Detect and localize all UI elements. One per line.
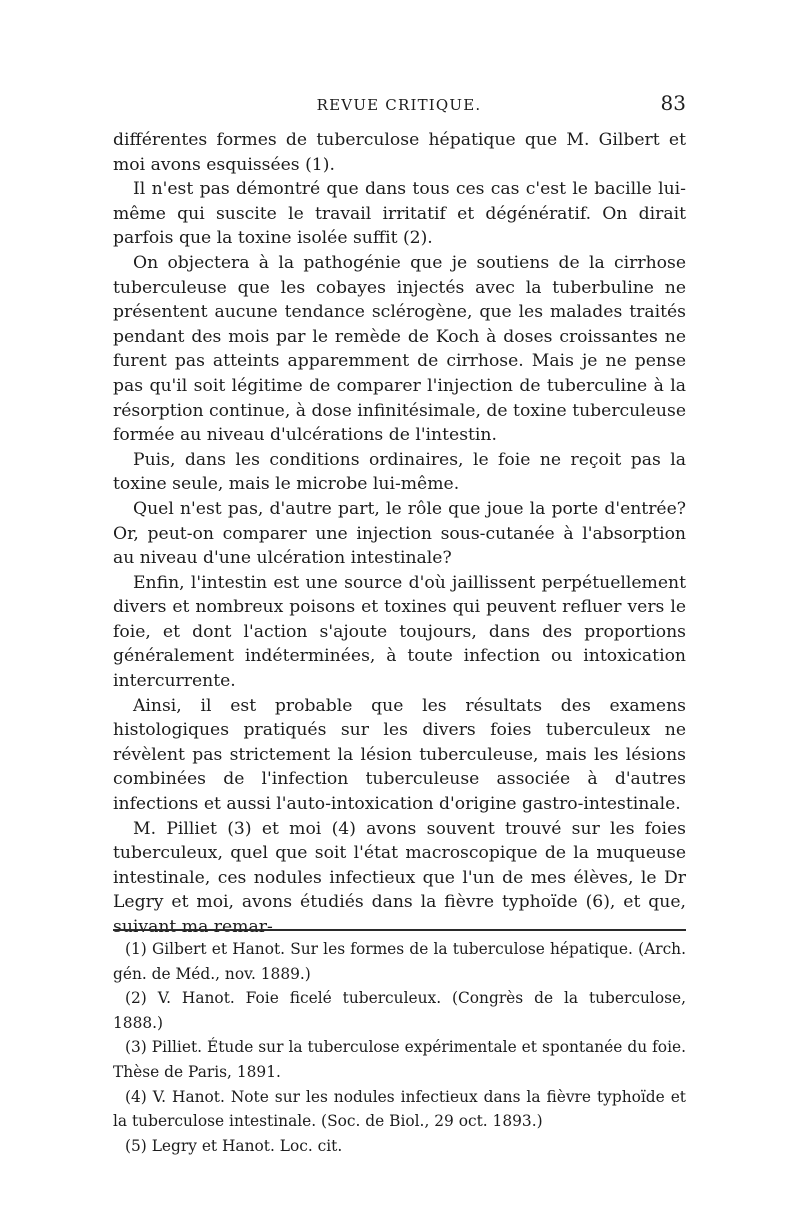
page-header [112, 91, 686, 122]
body-paragraph: On objectera à la pathogénie que je soutiens de la cirrhose tuberculeuse que les cobayes injectés avec la tuberbuline ne présentent aucune tendance sclérogène, que les malades traités pendant des mois par le remède de Koch à doses croissantes ne furent pas atteints apparemment de cirrhose. Mais je ne pense pas qu'il soit légitime de comparer l'injection de tuberculine à la résorption continue, à dose infinitésimale, de toxine tuberculeuse formée au niveau d'ulcérations de l'intestin. [113, 252, 686, 446]
footnote-divider [113, 929, 686, 931]
body-paragraph: M. Pilliet (3) et moi (4) avons souvent trouvé sur les foies tuberculeux, quel que soit l'état macroscopique de la muqueuse intestinale, ces nodules infectieux que l'un de mes élèves, le Dr Legry et moi, avons étudiés dans la fièvre typhoïde (6), et que, suivant ma remar- [113, 818, 686, 937]
body-paragraph: Il n'est pas démontré que dans tous ces cas c'est le bacille lui-même qui suscite le travail irritatif et dégénératif. On dirait parfois que la toxine isolée suffit (2). [113, 179, 686, 249]
body-paragraph: Quel n'est pas, d'autre part, le rôle que joue la porte d'entrée? Or, peut-on comparer une injection sous-cutanée à l'absorption au niveau d'une ulcération intestinale? [113, 498, 686, 569]
page-number: 83 [660, 91, 686, 115]
body-text [113, 128, 686, 940]
body-paragraph: Ainsi, il est probable que les résultats des examens histologiques pratiqués sur les divers foies tuberculeux ne révèlent pas strictement la lésion tuberculeuse, mais les lésions combinées de l'infection tuberculeuse associée à d'autres infections et aussi l'auto-intoxication d'origine gastro-intestinale. [113, 695, 686, 815]
footnote: (2) V. Hanot. Foie ficelé tuberculeux. (Congrès de la tuberculose, 1888.) [113, 989, 686, 1032]
footnote: (5) Legry et Hanot. Loc. cit. [125, 1136, 343, 1155]
footnotes [113, 937, 686, 1158]
body-paragraph: différentes formes de tuberculose hépatique que M. Gilbert et moi avons esquissées (1). [113, 130, 686, 175]
footnote: (3) Pilliet. Étude sur la tuberculose expérimentale et spontanée du foie. Thèse de Paris, 1891. [113, 1038, 686, 1081]
footnote: (1) Gilbert et Hanot. Sur les formes de la tuberculose hépatique. (Arch. gén. de Méd., nov. 1889.) [113, 940, 686, 983]
body-paragraph: Puis, dans les conditions ordinaires, le foie ne reçoit pas la toxine seule, mais le microbe lui-même. [113, 449, 686, 495]
running-head: REVUE CRITIQUE. [316, 96, 482, 114]
body-paragraph: Enfin, l'intestin est une source d'où jaillissent perpétuellement divers et nombreux poisons et toxines qui peuvent refluer vers le foie, et dont l'action s'ajoute toujours, dans des proportions généralement indéterminées, à toute infection ou intoxication intercurrente. [113, 572, 686, 692]
footnote: (4) V. Hanot. Note sur les nodules infectieux dans la fièvre typhoïde et la tuberculose intestinale. (Soc. de Biol., 29 oct. 1893.) [113, 1087, 686, 1131]
